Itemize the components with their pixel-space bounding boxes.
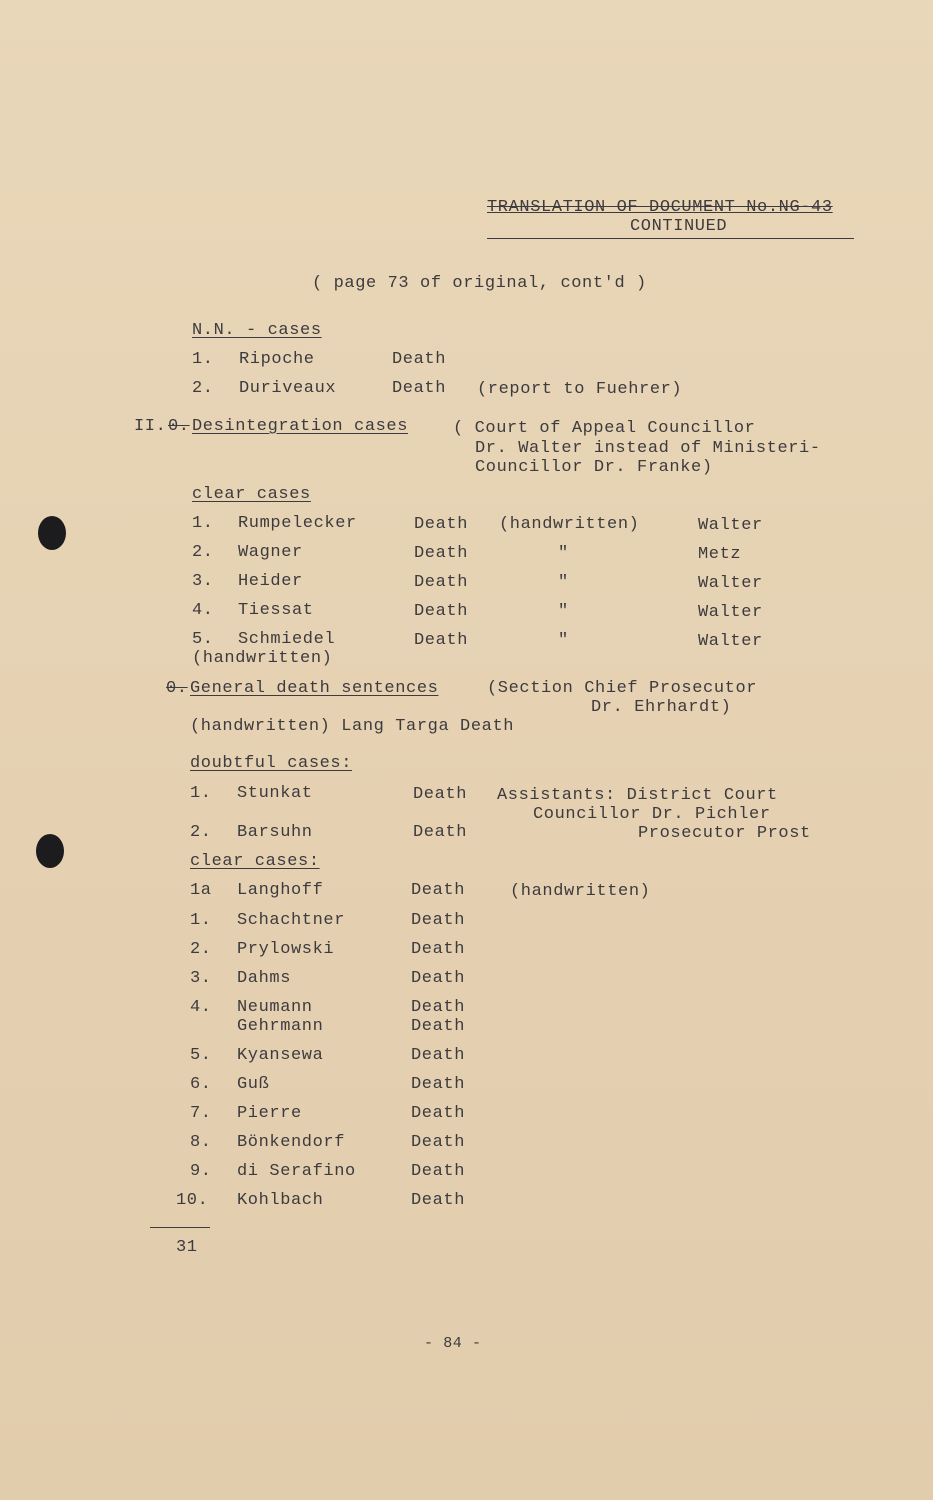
document-title: TRANSLATION OF DOCUMENT No.NG-43 [487,198,833,217]
case-sentence: Death [411,1133,466,1152]
case-mark: " [558,631,569,650]
case-mark: (handwritten) [499,515,640,534]
case-number: 1. [192,514,214,533]
case-mark: " [558,573,569,592]
case-number: 2. [192,543,214,562]
case-sentence: Death [411,881,466,900]
case-sentence: Death [411,1046,466,1065]
case-name: Tiessat [238,601,314,620]
section-roman-numeral: II. [134,417,167,436]
case-official: Walter [698,632,763,651]
footnote-rule [150,1227,210,1228]
case-official: Metz [698,545,742,564]
doubtful-note-line: Councillor Dr. Pichler [533,805,771,824]
nn-row-sentence: Death [392,350,447,369]
desintegration-note-line: Councillor Dr. Franke) [475,458,713,477]
handwritten-line: (handwritten) Lang Targa Death [190,717,515,736]
case-sentence: Death [411,969,466,988]
case-number: 7. [190,1104,212,1123]
case-name: Heider [238,572,303,591]
case-number: 1. [190,911,212,930]
nn-row-number: 2. [192,379,214,398]
document-subtitle: CONTINUED [630,217,728,236]
page-number: - 84 - [424,1335,482,1352]
case-name: Langhoff [237,881,324,900]
case-sentence: Death [411,1017,466,1036]
nn-row-sentence: Death [392,379,447,398]
desintegration-heading: Desintegration cases [192,417,409,436]
case-number: 2. [190,940,212,959]
case-name: Dahms [237,969,292,988]
case-name: di Serafino [237,1162,356,1181]
case-sentence: Death [414,631,469,650]
doubtful-cases-heading: doubtful cases: [190,754,353,773]
handwritten-annotation: (handwritten) [192,649,333,668]
nn-row-name: Duriveaux [239,379,337,398]
general-note-line: Dr. Ehrhardt) [591,698,732,717]
case-sentence: Death [413,823,468,842]
section-ii-number: 0. [168,417,190,436]
case-name: Neumann [237,998,313,1017]
case-number: 9. [190,1162,212,1181]
case-official: Walter [698,603,763,622]
clear-cases-heading: clear cases [192,485,311,504]
case-name: Kohlbach [237,1191,324,1210]
case-name: Schmiedel [238,630,336,649]
nn-cases-heading: N.N. - cases [192,321,322,340]
case-sentence: Death [414,544,469,563]
case-sentence: Death [413,785,468,804]
case-official: Walter [698,516,763,535]
handwritten-annotation: (handwritten) [510,882,651,901]
case-name: Bönkendorf [237,1133,346,1152]
general-death-heading: General death sentences [190,679,439,698]
case-sentence: Death [411,1104,466,1123]
doubtful-note-line: Assistants: District Court [497,786,778,805]
case-mark: " [558,602,569,621]
case-name: Kyansewa [237,1046,324,1065]
header-rule [487,238,854,239]
case-number: 5. [190,1046,212,1065]
footnote-number: 31 [176,1238,198,1257]
case-name: Barsuhn [237,823,313,842]
case-name: Wagner [238,543,303,562]
desintegration-note-line: Dr. Walter instead of Ministeri- [475,439,821,458]
case-name: Prylowski [237,940,335,959]
case-name: Rumpelecker [238,514,357,533]
case-name: Stunkat [237,784,313,803]
punch-hole-top [38,516,66,550]
nn-row-name: Ripoche [239,350,315,369]
case-number: 6. [190,1075,212,1094]
case-number: 3. [192,572,214,591]
case-name: Pierre [237,1104,302,1123]
case-name: Guß [237,1075,270,1094]
nn-row-number: 1. [192,350,214,369]
case-sentence: Death [414,602,469,621]
case-name: Schachtner [237,911,346,930]
case-sentence: Death [411,940,466,959]
case-sentence: Death [414,573,469,592]
doubtful-note-line: Prosecutor Prost [638,824,811,843]
general-note-line: (Section Chief Prosecutor [487,679,758,698]
case-sentence: Death [411,1191,466,1210]
case-official: Walter [698,574,763,593]
punch-hole-bottom [36,834,64,868]
case-number: 8. [190,1133,212,1152]
case-number: 1a [190,881,212,900]
case-sentence: Death [414,515,469,534]
case-sentence: Death [411,998,466,1017]
clear-cases-heading: clear cases: [190,852,320,871]
desintegration-note-line: ( Court of Appeal Councillor [453,419,756,438]
case-number: 1. [190,784,212,803]
case-number: 10. [176,1191,209,1210]
page-reference: ( page 73 of original, cont'd ) [312,274,647,293]
nn-row-note: (report to Fuehrer) [477,380,683,399]
case-number: 3. [190,969,212,988]
case-number: 2. [190,823,212,842]
case-number: 4. [190,998,212,1017]
case-number: 4. [192,601,214,620]
case-number: 5. [192,630,214,649]
general-section-number: 0. [166,679,188,698]
case-sentence: Death [411,911,466,930]
case-sentence: Death [411,1162,466,1181]
case-mark: " [558,544,569,563]
case-sentence: Death [411,1075,466,1094]
case-name: Gehrmann [237,1017,324,1036]
